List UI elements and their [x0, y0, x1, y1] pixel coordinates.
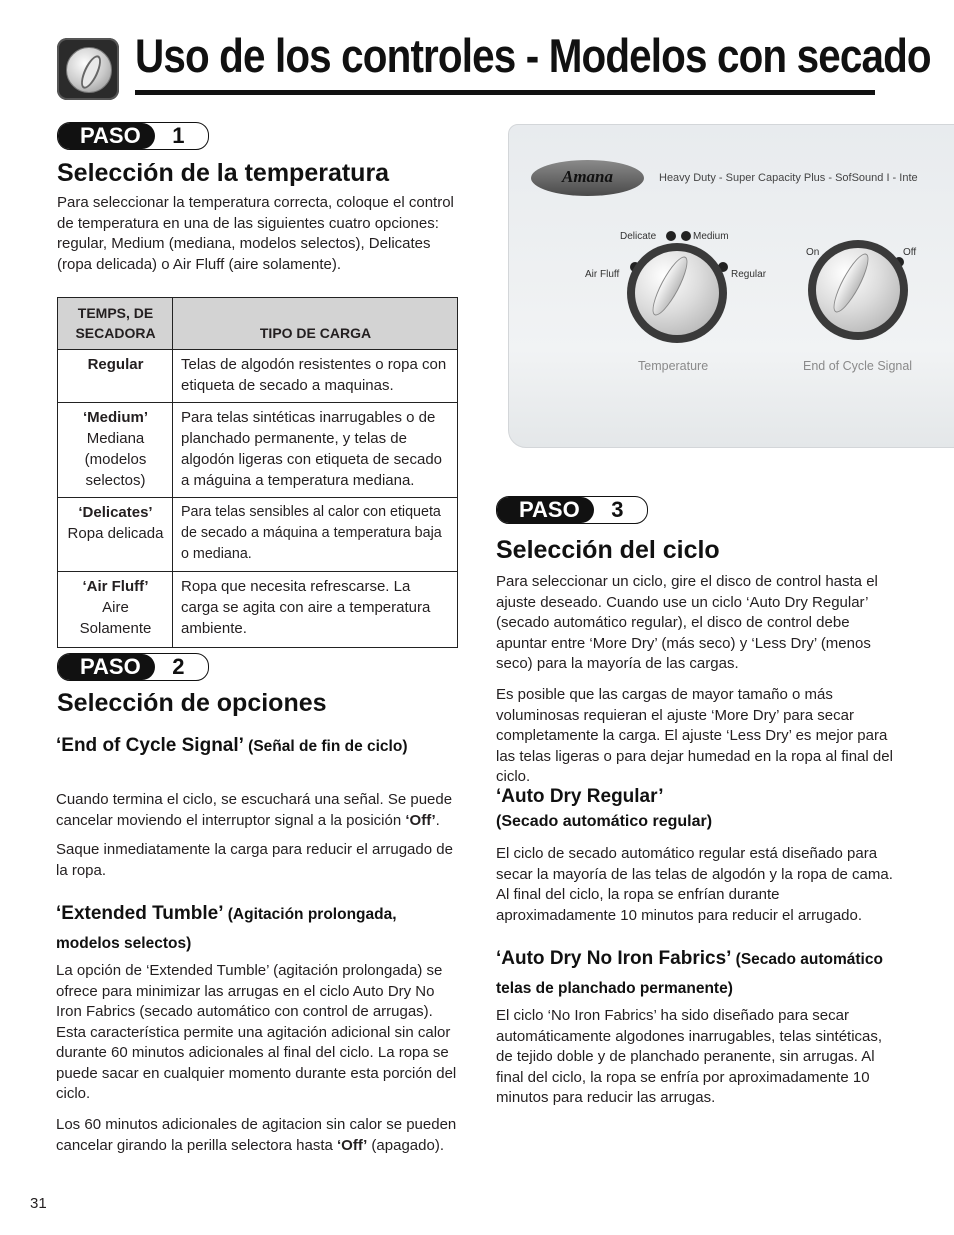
load-description: Ropa que necesita refrescarse. La carga se agita con aire a temperatura ambiente.	[173, 572, 458, 648]
end-of-cycle-signal-text: Cuando termina el ciclo, se escuchará una señal. Se puede cancelar moviendo el interruptor signal a la posición ‘Off’.	[56, 791, 453, 829]
temp-subtext: Mediana (modelos selectos)	[84, 430, 147, 489]
temp-delicate-label: Delicate	[620, 231, 657, 242]
temperature-knob[interactable]	[627, 243, 727, 343]
position-dot	[666, 231, 676, 241]
step-3-more-dry-text: Es posible que las cargas de mayor tamaño o más voluminosas requieran el ajuste ‘More Dry’ para secar completamente la carga. El ajuste ‘Less Dry’ es mejor para las telas ligeras o para dejar humedad en la ropa al final del ciclo.	[496, 686, 893, 785]
temp-name: Regular	[87, 356, 144, 373]
load-description: Para telas sensibles al calor con etiqueta de secado a máquina a temperatura baja o mediana.	[173, 498, 458, 572]
temp-subtext: Ropa delicada	[67, 525, 164, 542]
step-2-badge	[57, 653, 209, 681]
auto-dry-regular-text: El ciclo de secado automático regular está diseñado para secar la mayoría de las telas de algodón y la ropa de cama. Al final del ciclo, la ropa se enfrían durante aproximadamente 10 minutos para reducir el arrugado.	[496, 845, 893, 924]
step-badge-number: 2	[172, 654, 185, 679]
step-1-heading: Selección de la temperatura	[57, 159, 390, 187]
extended-tumble-cancel-text: Los 60 minutos adicionales de agitacion sin calor se pueden cancelar girando la perilla selectora hasta ‘Off’ (apagado).	[56, 1116, 457, 1154]
step-badge-label: PASO	[58, 123, 155, 149]
page-title: Uso de los controles - Modelos con secado	[135, 29, 931, 82]
step-badge-number: 3	[611, 497, 624, 522]
temp-medium-label: Medium	[693, 231, 729, 242]
extended-tumble-title: ‘Extended Tumble’ (Agitación prolongada, modelos selectos)	[56, 903, 397, 952]
step-1-intro: Para seleccionar la temperatura correcta, coloque el control de temperatura en una de las siguientes cuatro opciones: regular, Medium (mediana, modelos selectos), Delicates (ropa delicada) o Air Fluff (aire solamente).	[57, 194, 454, 273]
position-dot	[681, 231, 691, 241]
temperature-table	[57, 297, 458, 648]
load-description: Para telas sintéticas inarrugables o de planchado permanente, y telas de algodón ligeras con etiqueta de secado a máguina a temperatura mediana.	[173, 403, 458, 498]
step-3-intro: Para seleccionar un ciclo, gire el disco de control hasta el ajuste deseado. Cuando use un ciclo ‘Auto Dry Regular’ (secado automático regular), el disco de control debe apuntar entre ‘More Dry’ (más seco) y ‘Less Dry’ (menos seco) para la mayoría de las cargas.	[496, 573, 878, 672]
step-2-heading: Selección de opciones	[57, 689, 327, 717]
end-of-cycle-signal-title: ‘End of Cycle Signal’ (Señal de fin de ciclo)	[56, 735, 408, 756]
temp-air-fluff-label: Air Fluff	[585, 269, 620, 280]
temp-name: ‘Air Fluff’	[82, 578, 149, 595]
step-badge-label: PASO	[58, 654, 155, 680]
end-of-cycle-signal-knob[interactable]	[808, 240, 908, 340]
temp-subtext: Aire Solamente	[79, 599, 152, 637]
table-row	[58, 350, 458, 403]
panel-model-text: Heavy Duty - Super Capacity Plus - SofSound I - Inte	[659, 172, 918, 184]
dial-icon	[57, 38, 119, 100]
end-of-cycle-signal-caption: End of Cycle Signal	[803, 359, 913, 373]
auto-dry-no-iron-title: ‘Auto Dry No Iron Fabrics’ (Secado automático telas de planchado permanente)	[496, 948, 883, 997]
temp-name: ‘Medium’	[82, 409, 148, 426]
table-row	[58, 403, 458, 498]
page-number: 31	[30, 1195, 47, 1212]
temperature-caption: Temperature	[638, 359, 709, 373]
remove-load-text: Saque inmediatamente la carga para reducir el arrugado de la ropa.	[56, 841, 453, 879]
step-3-heading: Selección del ciclo	[496, 536, 720, 564]
table-header-load: TIPO DE CARGA	[173, 298, 458, 350]
load-description: Telas de algodón resistentes o ropa con etiqueta de secado a maquinas.	[173, 350, 458, 403]
auto-dry-no-iron-text: El ciclo ‘No Iron Fabrics’ ha sido diseñado para secar automáticamente algodones inarrugables, telas sintéticas, de tejido doble y de planchado peranente, sin arrugas. Al final del ciclo, la ropa se enfría por aproximadamente 10 minutos para reducir las arrugas.	[496, 1007, 883, 1106]
step-badge-label: PASO	[497, 497, 594, 523]
auto-dry-regular-subtitle: (Secado automático regular)	[496, 813, 713, 830]
step-1-badge	[57, 122, 209, 150]
temp-name: ‘Delicates’	[78, 504, 153, 521]
title-rule	[135, 90, 875, 95]
signal-on-label: On	[806, 247, 820, 258]
brand-logo: Amana	[531, 160, 644, 196]
step-3-badge	[496, 496, 648, 524]
table-row	[58, 498, 458, 572]
step-badge-number: 1	[172, 123, 185, 148]
table-header-temps: TEMPS, DE SECADORA	[58, 298, 173, 350]
extended-tumble-text: La opción de ‘Extended Tumble’ (agitación prolongada) se ofrece para minimizar las arrugas en el ciclo Auto Dry No Iron Fabrics (secado automático con control de arrugas). Esta característica permite una agitación adicional sin calor durante 60 minutos adicionales al final del ciclo. La ropa se puede sacar en cualquier momento durante esta porción del ciclo.	[56, 962, 457, 1102]
signal-off-label: Off	[903, 247, 917, 258]
temp-regular-label: Regular	[731, 269, 767, 280]
auto-dry-regular-title: ‘Auto Dry Regular’	[496, 786, 664, 807]
table-row	[58, 572, 458, 648]
